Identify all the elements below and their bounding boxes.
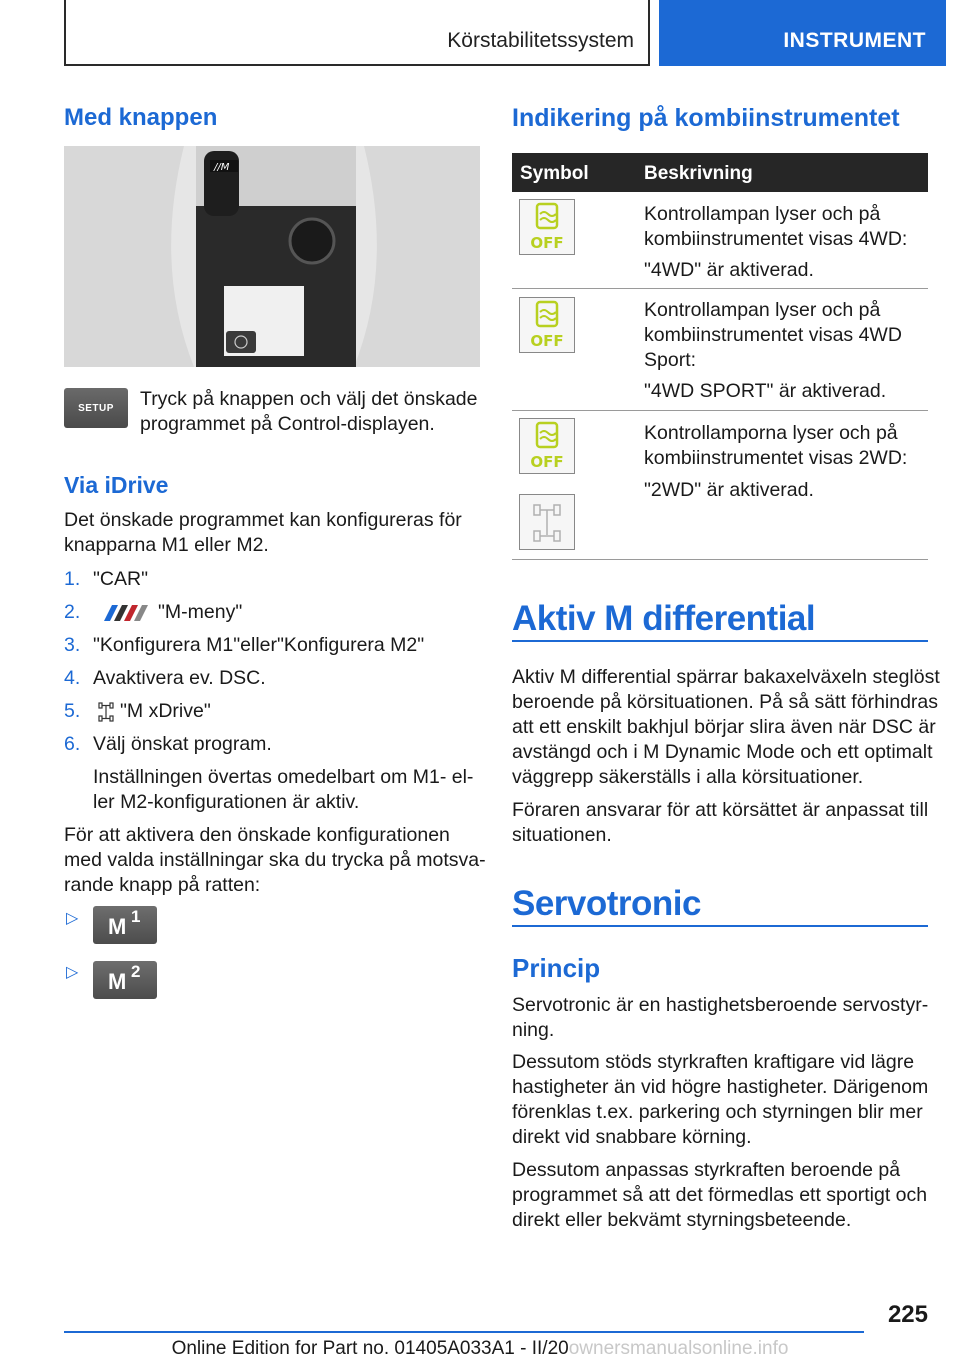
step-text: "M-meny" xyxy=(158,601,243,623)
row3-line-3: "2WD" är aktiverad. xyxy=(644,479,814,501)
row2-line-2: kombiinstrumentet visas 4WD xyxy=(644,324,902,346)
4wd-sport-off-lamp-icon xyxy=(519,297,575,353)
header-chapter-title: INSTRUMENT xyxy=(783,29,926,52)
servo-p3-line: programmet så att det förmedlas ett sportigt och xyxy=(512,1184,928,1206)
table-row-divider xyxy=(512,288,928,289)
svg-text:OFF: OFF xyxy=(530,332,564,350)
svg-text:OFF: OFF xyxy=(530,453,564,471)
row3-line-2: kombiinstrumentet visas 2WD: xyxy=(644,447,908,469)
servo-p2-line: Dessutom stöds styrkraften kraftigare vid lägre xyxy=(512,1051,915,1073)
idrive-intro-line-1: Det önskade programmet kan konfigureras för xyxy=(64,509,462,531)
m1-sup: 1 xyxy=(131,907,141,926)
servo-p3-line: direkt eller bekvämt styrningsbeteende. xyxy=(512,1209,852,1231)
servo-p1-line: ning. xyxy=(512,1019,555,1041)
row2-line-4: "4WD SPORT" är aktiverad. xyxy=(644,380,887,402)
row1-line-2: kombiinstrumentet visas 4WD: xyxy=(644,228,908,250)
gear-selector-photo xyxy=(64,146,480,367)
row1-line-1: Kontrollampan lyser och på xyxy=(644,203,881,225)
row3-line-1: Kontrollamporna lyser och på xyxy=(644,422,898,444)
step-number: 2. xyxy=(64,601,81,623)
m-stripes-icon xyxy=(96,604,152,622)
activate-line-2: med valda inställningar ska du trycka på motsva- xyxy=(64,849,486,871)
step-number: 5. xyxy=(64,700,81,722)
heading-indicator: Indikering på kombiinstrumentet xyxy=(512,104,900,132)
servo-p2-line: hastigheter än vid högre hastigheter. Därigenom xyxy=(512,1076,929,1098)
step-text: Välj önskat program. xyxy=(93,733,272,755)
servo-p1-line: Servotronic är en hastighetsberoende servostyr- xyxy=(512,994,929,1016)
drivetrain-lamp-icon xyxy=(519,494,575,550)
page-number: 225 xyxy=(887,1301,928,1328)
m2-sup: 2 xyxy=(131,962,141,981)
header-chapter-tab[interactable] xyxy=(659,0,946,66)
arrow-right-icon: ▷ xyxy=(66,910,79,927)
drivetrain-icon xyxy=(98,702,114,722)
step-number: 4. xyxy=(64,667,81,689)
diff-p1-line: avstängd och i M Dynamic Mode och ett optimalt xyxy=(512,741,933,763)
footer-site[interactable]: ownersmanualsonline.info xyxy=(568,1338,789,1359)
step6-note-line-1: Inställningen övertas omedelbart om M1- el- xyxy=(93,766,474,788)
footer-rule xyxy=(64,1331,864,1333)
svg-text:OFF: OFF xyxy=(530,234,564,252)
heading-rule xyxy=(512,925,928,927)
col-description: Beskrivning xyxy=(644,163,753,184)
col-symbol: Symbol xyxy=(520,163,589,184)
2wd-off-lamp-icon xyxy=(519,418,575,474)
heading-rule xyxy=(512,640,928,642)
row1-line-3: "4WD" är aktiverad. xyxy=(644,259,814,281)
activate-line-3: rande knapp på ratten: xyxy=(64,874,261,896)
heading-princip: Princip xyxy=(512,953,601,983)
m1-steering-button-icon xyxy=(93,906,157,944)
m2-steering-button-icon xyxy=(93,961,157,999)
row2-line-1: Kontrollampan lyser och på xyxy=(644,299,881,321)
servo-p2-line: direkt vid snabbare körning. xyxy=(512,1126,752,1148)
step-text: "CAR" xyxy=(93,568,149,590)
arrow-right-icon: ▷ xyxy=(66,964,79,981)
diff-p1-line: beroende på körsituationen. På så sätt förhindras xyxy=(512,691,939,713)
step-number: 6. xyxy=(64,733,81,755)
diff-p2-line: situationen. xyxy=(512,824,612,846)
activate-line-1: För att aktivera den önskade konfigurationen xyxy=(64,824,450,846)
footer-edition xyxy=(0,1338,960,1360)
setup-button-icon: SETUP xyxy=(64,388,128,428)
heading-via-idrive: Via iDrive xyxy=(64,472,169,498)
row2-line-3: Sport: xyxy=(644,349,697,371)
svg-text://M: //M xyxy=(214,162,230,173)
diff-p1-line: väggrepp säkerställs i alla körsituationer. xyxy=(512,766,864,788)
heading-med-knappen: Med knappen xyxy=(64,104,218,131)
diff-p1-line: att ett enskilt bakhjul börjar slira även när DSC är xyxy=(512,716,936,738)
4wd-off-lamp-icon xyxy=(519,199,575,255)
m1-label: M xyxy=(108,914,127,939)
heading-aktiv-m-differential: Aktiv M differential xyxy=(512,599,816,638)
m2-label: M xyxy=(108,969,127,994)
step-number: 1. xyxy=(64,568,81,590)
diff-p1-line: Aktiv M differential spärrar bakaxelväxeln steglöst xyxy=(512,666,940,688)
table-row-divider xyxy=(512,410,928,411)
step-text: "M xDrive" xyxy=(120,700,211,722)
step-text: "Konfigurera M1"eller"Konfigurera M2" xyxy=(93,634,425,656)
diff-p2-line: Föraren ansvarar för att körsättet är anpassat till xyxy=(512,799,929,821)
step-text: Avaktivera ev. DSC. xyxy=(93,667,266,689)
servo-p2-line: förenklas t.ex. parkering och styrningen blir mer xyxy=(512,1101,923,1123)
header-section-box xyxy=(64,0,650,66)
setup-text-line-2: programmet på Control-displayen. xyxy=(140,413,435,435)
idrive-intro-line-2: knapparna M1 eller M2. xyxy=(64,534,269,556)
indicator-table-header xyxy=(512,153,928,192)
setup-text-line-1: Tryck på knappen och välj det önskade xyxy=(140,388,478,410)
header-section-title: Körstabilitetssystem xyxy=(447,29,634,52)
servo-p3-line: Dessutom anpassas styrkraften beroende på xyxy=(512,1159,901,1181)
footer-edition-text: Online Edition for Part no. 01405A033A1 - II/20 xyxy=(171,1338,569,1359)
step6-note-line-2: ler M2-konfigurationen är aktiv. xyxy=(93,791,360,813)
table-row-divider xyxy=(512,559,928,560)
heading-servotronic: Servotronic xyxy=(512,884,701,923)
step-number: 3. xyxy=(64,634,81,656)
